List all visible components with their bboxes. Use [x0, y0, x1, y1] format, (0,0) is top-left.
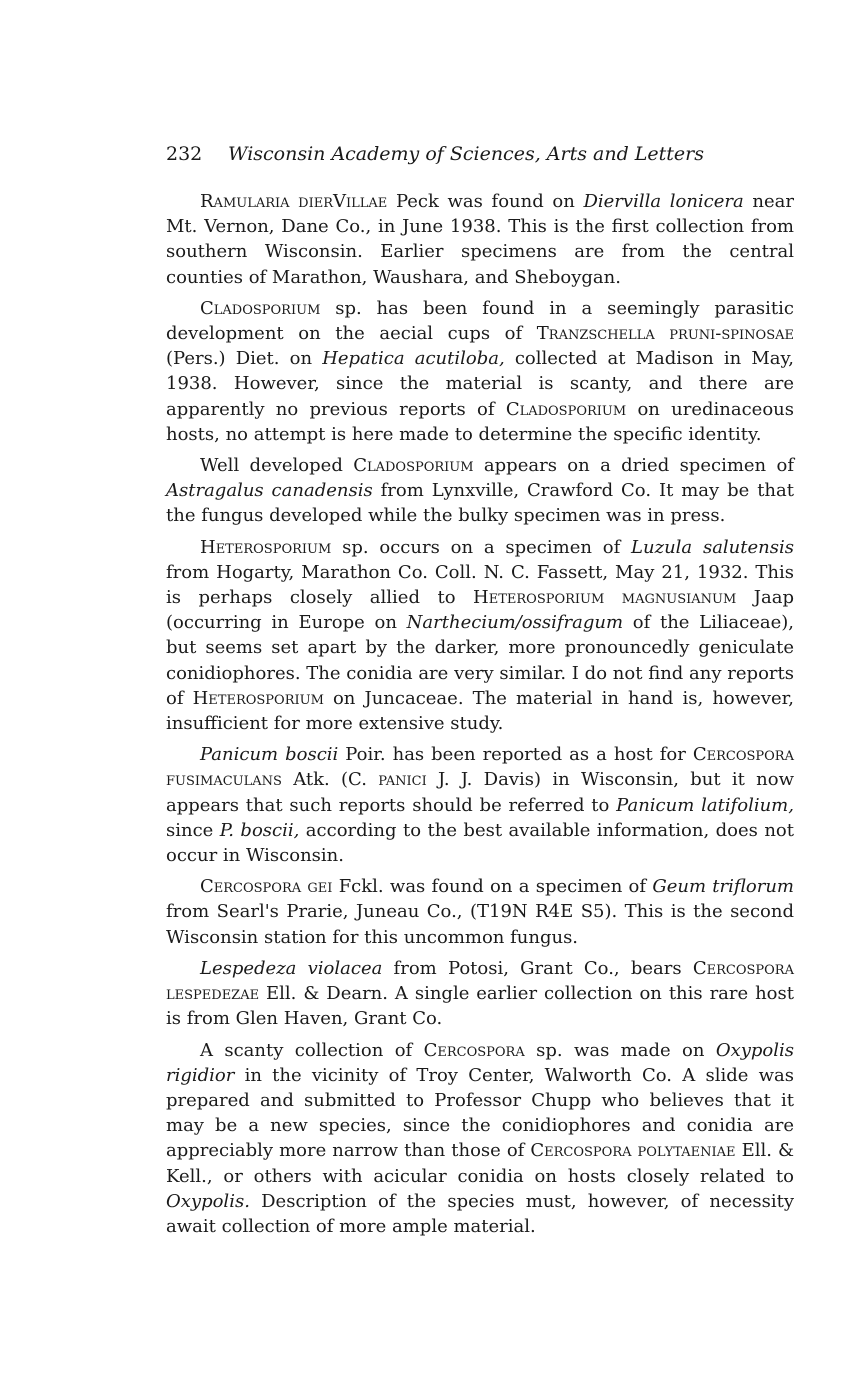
paragraph-cladosporium-aecial: Cladosporium sp. has been found in a seemingly parasitic development on the aecial cups of Tranzschella pruni-spinosae (Pers.) Diet. on Hepatica acutiloba, collected at Madison in May, 1938. However, since the material is scanty, and there are apparently no previous reports of Cladosporium on uredinaceous hosts, no attempt is here made to determine the specific identity. [166, 297, 794, 445]
host-name: Lespedeza violacea [200, 957, 383, 979]
page-number: 232 [166, 143, 203, 165]
taxon-name: Cladosporium [505, 398, 627, 420]
host-name: Oxypolis rigidior [166, 1039, 794, 1086]
taxon-name: Heterosporium magnusianum [473, 587, 737, 609]
host-name: Panicum latifolium, [616, 794, 794, 816]
host-name: Narthecium/ossifragum [406, 612, 624, 634]
paragraph-ramularia: Ramularia dierVillae Peck was found on Diervilla lonicera near Mt. Vernon, Dane Co., in June 1938. This is the first collection from southern Wisconsin. Earlier specimens are from the central counties of Marathon, Waushara, and Sheboygan. [166, 191, 794, 288]
taxon-name: Heterosporium [200, 536, 332, 558]
page-body [166, 141, 794, 1245]
journal-title: Wisconsin Academy of Sciences, Arts and Letters [228, 143, 704, 165]
taxon-name: Cercospora polytaeniae [530, 1140, 736, 1162]
host-name: Panicum boscii [200, 744, 339, 766]
host-name: P. boscii, [219, 819, 300, 841]
host-name: Hepatica acutiloba, [322, 348, 505, 370]
taxon-name: Cladosporium [353, 455, 474, 477]
taxon-name: Cercospora fusimaculans [166, 744, 794, 791]
paragraph-heterosporium: Heterosporium sp. occurs on a specimen of Luzula salutensis from Hogarty, Marathon Co. Coll. N. C. Fassett, May 21, 1932. This is perhaps closely allied to Heterosporium magnusianum Jaap (occurring in Europe on Narthecium/ossifragum of the Liliaceae), but seems set apart by the darker, more pronouncedly geniculate conidiophores. The conidia are very similar. I do not find any reports of Heterosporium on Juncaceae. The material in hand is, however, insufficient for more extensive study. [166, 536, 794, 735]
taxon-name: Cercospora [423, 1039, 525, 1061]
taxon-name: Tranzschella pruni-spinosae [536, 323, 794, 345]
paragraph-oxypolis: A scanty collection of Cercospora sp. was made on Oxypolis rigidior in the vicinity of Troy Center, Walworth Co. A slide was prepared and submitted to Professor Chupp who believes that it may be a new species, since the conidiophores and conidia are appreciably more narrow than those of Cercospora polytaeniae Ell. & Kell., or others with acicular conidia on hosts closely related to Oxypolis. Description of the species must, however, of necessity await collection of more ample material. [166, 1039, 794, 1237]
host-name: Geum triflorum [652, 876, 794, 898]
paragraph-lespedeza: Lespedeza violacea from Potosi, Grant Co., bears Cercospora lespedezae Ell. & Dearn. A single earlier collection on this rare host is from Glen Haven, Grant Co. [166, 957, 794, 1030]
taxon-name: Ramularia dierVillae [200, 191, 388, 212]
host-name: Diervilla lonicera [583, 191, 744, 212]
taxon-name: Cladosporium [200, 297, 321, 319]
taxon-name: Heterosporium [192, 687, 324, 709]
paragraph-panicum: Panicum boscii Poir. has been reported as a host for Cercospora fusimaculans Atk. (C. panici J. J. Davis) in Wisconsin, but it now appears that such reports should be referred to Panicum latifolium, since P. boscii, according to the best available information, does not occur in Wisconsin. [166, 744, 795, 867]
taxon-name: panici [378, 769, 427, 791]
paragraph-cercospora-gei: Cercospora gei Fckl. was found on a specimen of Geum triflorum from Searl's Prarie, Juneau Co., (T19N R4E S5). This is the second Wisconsin station for this uncommon fungus. [166, 876, 794, 948]
host-name: Astragalus canadensis [166, 480, 373, 502]
paragraph-cladosporium-astragalus: Well developed Cladosporium appears on a dried specimen of Astragalus canadensis from Lynxville, Crawford Co. It may be that the fungus developed while the bulky specimen was in press. [166, 455, 794, 527]
taxon-name: Cercospora lespedezae [166, 957, 794, 1005]
running-head [166, 141, 794, 167]
taxon-name: Cercospora gei [200, 876, 333, 898]
host-name: Luzula salutensis [631, 536, 794, 558]
host-name: Oxypolis. [166, 1190, 250, 1212]
